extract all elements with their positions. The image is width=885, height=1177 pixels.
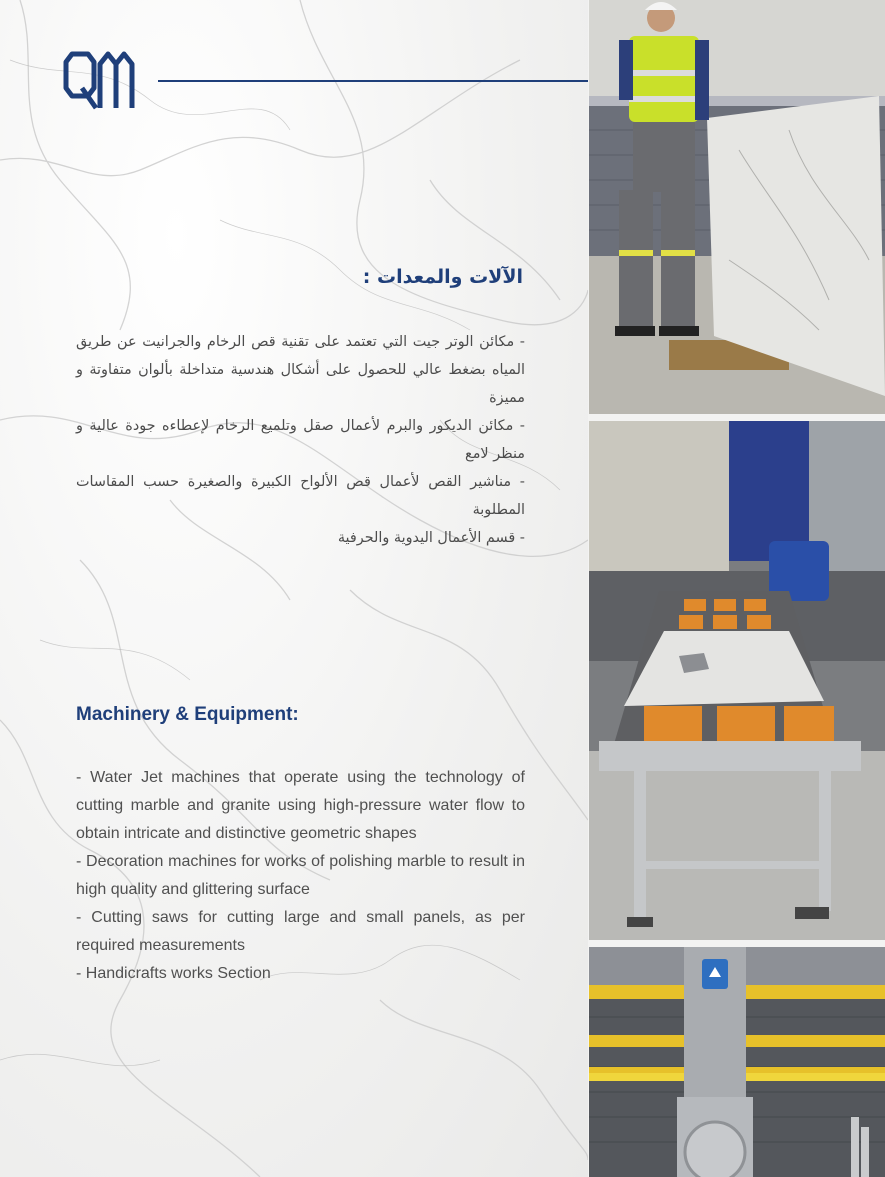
arabic-list-item: - مناشير القص لأعمال قص الألواح الكبيرة والصغيرة حسب المقاسات المطلوبة	[76, 474, 525, 518]
header-rule	[158, 80, 588, 82]
english-list-item: - Handicrafts works Section	[76, 965, 271, 982]
worker-marble-slab-photo	[589, 0, 885, 414]
english-list	[76, 764, 525, 988]
roller-conveyor-machine-photo	[589, 421, 885, 940]
qm-logo	[52, 50, 140, 114]
arabic-section-title: الآلات والمعدات :	[362, 266, 523, 288]
arabic-list-item: - مكائن الوتر جيت التي تعتمد على تقنية قص الرخام والجرانيت عن طريق المياه بضغط عالي للحصول على أشكال هندسية متداخلة بألوان متفاوتة و مميزة	[76, 334, 525, 406]
arabic-list-item: - قسم الأعمال اليدوية والحرفية	[337, 530, 525, 546]
arabic-list-item: - مكائن الديكور والبرم لأعمال صقل وتلميع الرخام لإعطاءه جودة عالية و منظر لامع	[76, 418, 525, 462]
arabic-list	[76, 328, 525, 552]
english-list-item: - Water Jet machines that operate using the technology of cutting marble and granite using high-pressure water flow to obtain intricate and distinctive geometric shapes	[76, 769, 525, 842]
bridge-saw-machine-photo	[589, 947, 885, 1177]
english-section-title: Machinery & Equipment:	[76, 704, 299, 725]
english-list-item: - Decoration machines for works of polishing marble to result in high quality and glittering surface	[76, 853, 525, 898]
english-list-item: - Cutting saws for cutting large and small panels, as per required measurements	[76, 909, 525, 954]
